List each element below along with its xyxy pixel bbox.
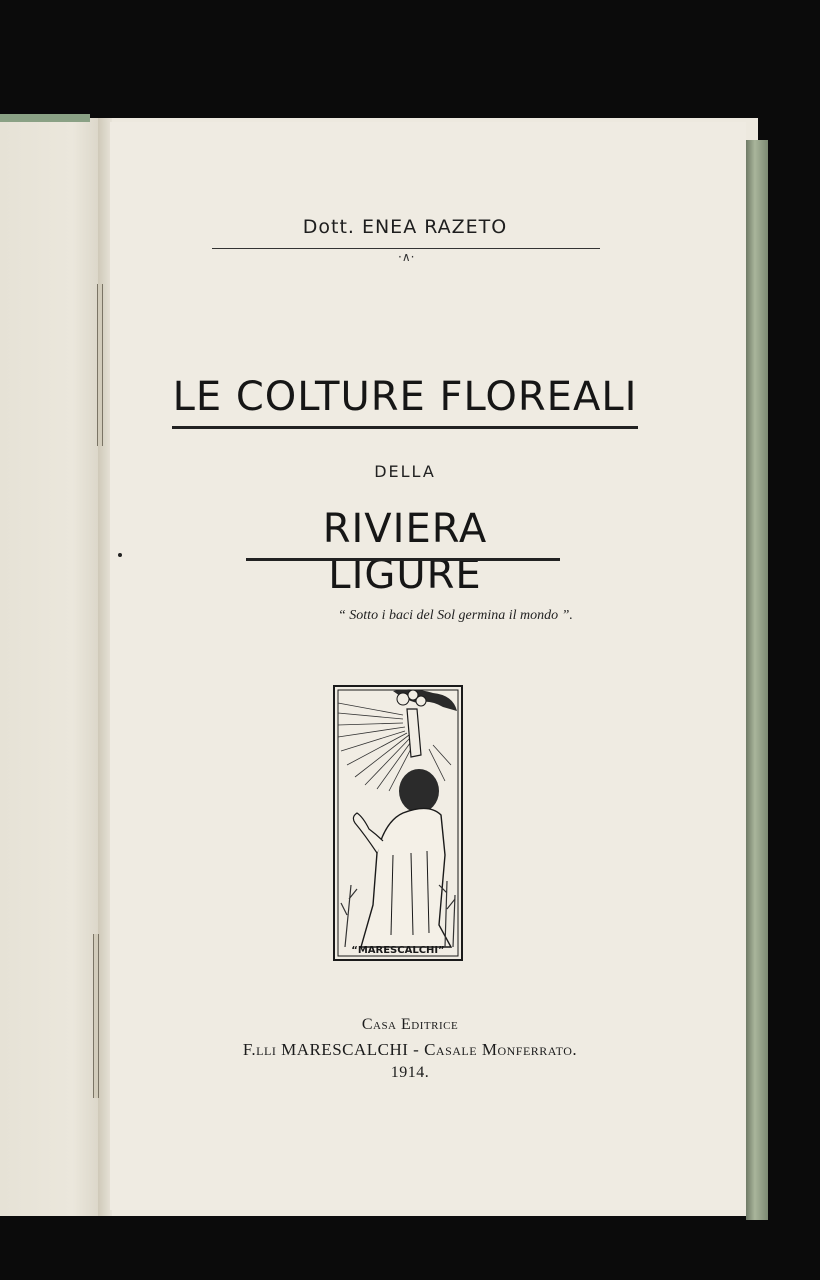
cover-top-edge [0,114,90,122]
rule-ornament: ·∧· [398,250,415,264]
subtitle-rule [246,558,560,561]
page-title: LE COLTURE FLOREALI [172,374,638,420]
publisher-emblem [333,685,463,961]
paper-speck [118,553,122,557]
cover-edge [746,140,768,1220]
author-rule [212,248,600,249]
binding-stitch-lower [93,934,99,1098]
binding-stitch-upper [97,284,103,446]
publication-year: 1914. [390,1064,430,1081]
left-page [0,118,104,1216]
title-connector: DELLA [374,462,436,481]
author-line: Dott. ENEA RAZETO [302,216,508,238]
title-rule [172,426,638,429]
publisher-line: F.lli MARESCALCHI - Casale Monferrato. [242,1040,578,1059]
publishing-house: Casa Editrice [361,1016,459,1033]
page-subtitle: RIVIERA LIGURE [322,506,488,598]
motto: “ Sotto i baci del Sol germina il mondo ”. [338,608,573,623]
emblem-signature: “MARESCALCHI” [351,945,445,956]
